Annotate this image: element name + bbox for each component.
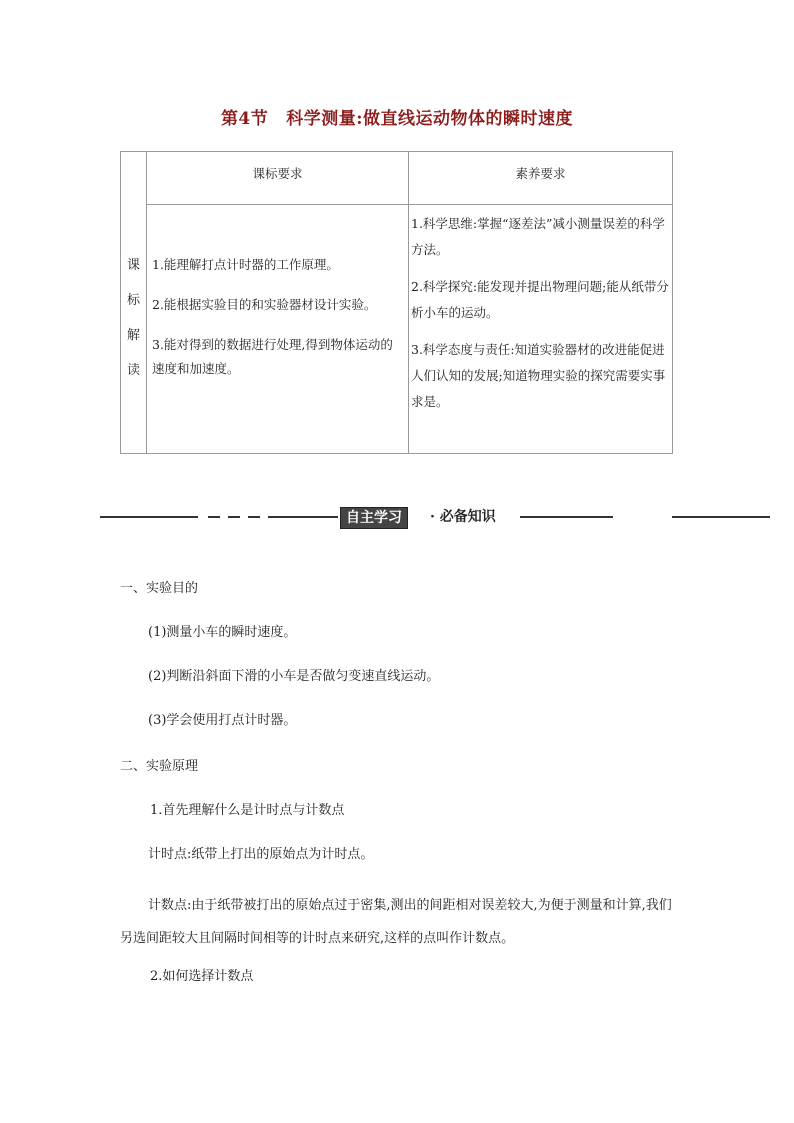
section-number: 第4节 bbox=[220, 109, 269, 129]
banner-dash bbox=[248, 516, 260, 518]
literacy-item: 1.科学思维:掌握“逐差法”减小测量误差的科学方法。 bbox=[411, 216, 665, 257]
literacy-item: 2.科学探究:能发现并提出物理问题;能从纸带分析小车的运动。 bbox=[411, 279, 669, 320]
heading-purpose: 一、实验目的 bbox=[120, 581, 199, 596]
side-char: 读 bbox=[126, 362, 140, 378]
banner-box: 自主学习 bbox=[340, 507, 408, 529]
heading-principle: 二、实验原理 bbox=[120, 759, 199, 774]
requirement-item: 2.能根据实验目的和实验器材设计实验。 bbox=[152, 297, 377, 312]
banner-text: · 必备知识 bbox=[430, 509, 496, 525]
paragraph: 2.如何选择计数点 bbox=[150, 969, 254, 984]
paragraph: 1.首先理解什么是计时点与计数点 bbox=[150, 803, 345, 818]
header-literacy: 素养要求 bbox=[409, 152, 673, 205]
literacy-item: 3.科学态度与责任:知道实验器材的改进能促进人们认知的发展;知道物理实验的探究需要实事求是。 bbox=[411, 342, 666, 409]
header-curriculum: 课标要求 bbox=[147, 152, 409, 205]
literacy-requirements bbox=[409, 205, 673, 454]
side-char: 课 bbox=[126, 257, 140, 273]
paragraph: (3)学会使用打点计时器。 bbox=[148, 713, 297, 728]
side-label-cell bbox=[121, 152, 147, 454]
requirement-item: 1.能理解打点计时器的工作原理。 bbox=[152, 257, 339, 272]
side-char: 解 bbox=[126, 327, 140, 343]
banner-line-right bbox=[520, 516, 613, 518]
banner-line-left bbox=[100, 516, 198, 518]
page-title bbox=[0, 104, 794, 129]
banner-dash bbox=[228, 516, 240, 518]
side-char: 标 bbox=[126, 292, 140, 308]
banner-line-mid bbox=[268, 516, 338, 518]
paragraph: 计时点:纸带上打出的原始点为计时点。 bbox=[148, 847, 374, 862]
banner-line-far-right bbox=[672, 516, 770, 518]
requirement-item: 3.能对得到的数据进行处理,得到物体运动的速度和加速度。 bbox=[152, 337, 393, 376]
banner-dash bbox=[208, 516, 220, 518]
paragraph: (2)判断沿斜面下滑的小车是否做匀变速直线运动。 bbox=[148, 669, 440, 684]
paragraph: 计数点:由于纸带被打出的原始点过于密集,测出的间距相对误差较大,为便于测量和计算,我们另选间距较大且间隔时间相等的计时点来研究,这样的点叫作计数点。 bbox=[120, 898, 672, 946]
section-topic: 科学测量:做直线运动物体的瞬时速度 bbox=[286, 109, 574, 129]
requirements-table bbox=[120, 151, 673, 454]
section-banner bbox=[100, 505, 770, 529]
paragraph: (1)测量小车的瞬时速度。 bbox=[148, 625, 297, 640]
curriculum-requirements bbox=[147, 205, 409, 454]
